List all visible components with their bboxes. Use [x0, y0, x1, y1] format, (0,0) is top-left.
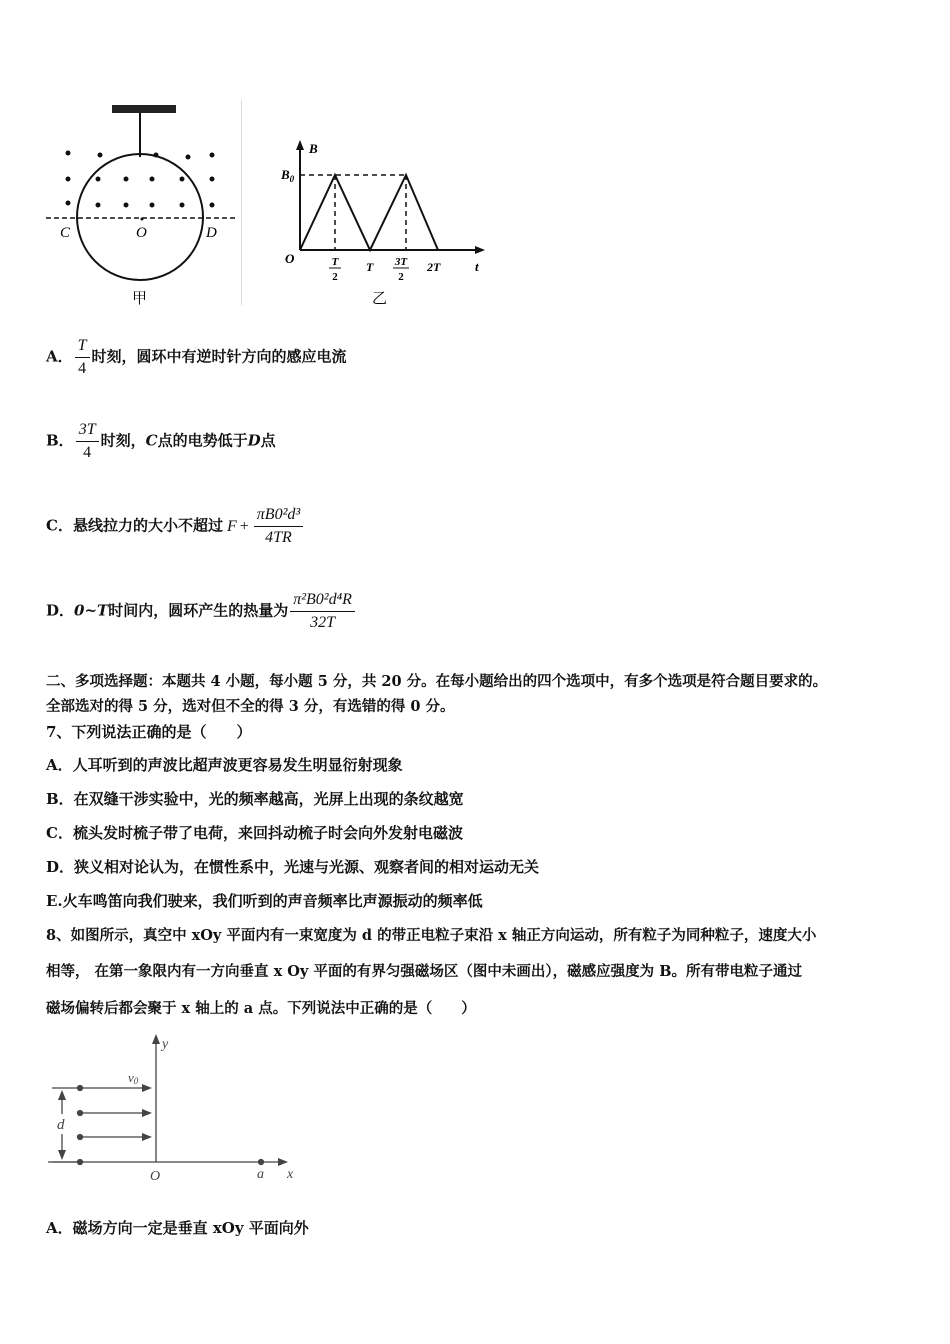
q6-option-d: D．0~T时间内，圆环产生的热量为 $\frac{\text{π²B0²d⁴R}}{32T}$	[46, 590, 357, 633]
q7-stem: 7、下列说法正确的是（ ）	[46, 723, 252, 741]
q6-option-a: A． $\frac{T}{4}$ 时刻，圆环中有逆时针方向的感应电流	[46, 337, 347, 377]
tick-t: T	[366, 260, 374, 274]
figure-q8	[44, 1030, 314, 1190]
fraction-tension: $\frac{\text{πB0²d³}}{4TR}$	[254, 505, 303, 548]
b-waveform	[300, 175, 438, 250]
ceiling-mount	[112, 105, 176, 157]
q7-option-e: E.火车鸣笛向我们驶来，我们听到的声音频率比声源振动的频率低	[46, 892, 483, 910]
figure-divider	[241, 100, 242, 305]
fraction-3t-over-4: $\frac{3T}{4}$	[76, 420, 99, 463]
tick-half-t	[329, 256, 341, 283]
figure-jia	[40, 95, 250, 315]
axis-label-b: B	[309, 141, 318, 156]
point-a	[259, 1160, 264, 1165]
section2-heading-line1: 二、多项选择题：本题共 4 小题，每小题 5 分，共 20 分。在每小题给出的四个选项中，有多个选项是符合题目要求的。	[46, 673, 828, 690]
q7-option-a: A．人耳听到的声波比超声波更容易发生明显衍射现象	[46, 756, 403, 774]
q6-option-c: C．悬线拉力的大小不超过 F + $\frac{\text{πB0²d³}}{4TR}$	[46, 505, 305, 548]
label-d: D	[206, 225, 217, 241]
tick-3half-t	[393, 256, 409, 283]
fraction-t-over-4: $\frac{T}{4}$	[75, 336, 90, 379]
q8-stem-line1: 8、如图所示，真空中 xOy 平面内有一束宽度为 d 的带正电粒子束沿 x 轴正方向运动，所有粒子为同种粒子，速度大小	[46, 927, 817, 944]
label-a: a	[257, 1167, 264, 1182]
label-o: O	[136, 225, 147, 241]
magnetic-field-dots	[66, 151, 215, 208]
svg-text:2: 2	[398, 271, 404, 283]
q8-option-a: A．磁场方向一定是垂直 xOy 平面向外	[46, 1219, 309, 1237]
label-y: y	[162, 1037, 169, 1052]
fraction-heat: $\frac{\text{π²B0²d⁴R}}{32T}$	[290, 590, 355, 633]
svg-text:3T: 3T	[394, 256, 408, 268]
axis-label-t: t	[475, 259, 479, 274]
section2-heading-line2: 全部选对的得 5 分，选对但不全的得 3 分，有选错的得 0 分。	[46, 698, 455, 715]
metal-ring	[77, 154, 203, 280]
q7-option-c: C．梳头发时梳子带了电荷，来回抖动梳子时会向外发射电磁波	[46, 824, 463, 842]
tick-2t: 2T	[427, 260, 441, 274]
label-v0: v0	[128, 1070, 139, 1086]
q8-stem-line2: 相等， 在第一象限内有一方向垂直 x Oy 平面的有界匀强磁场区（图中未画出），磁感应强度为 B。所有带电粒子通过	[46, 963, 802, 980]
q7-option-d: D．狭义相对论认为，在惯性系中，光速与光源、观察者间的相对运动无关	[46, 858, 540, 876]
q8-stem-line3: 磁场偏转后都会聚于 x 轴上的 a 点。下列说法中正确的是（ ）	[46, 1000, 476, 1017]
label-o: O	[150, 1169, 161, 1184]
label-c: C	[60, 225, 71, 241]
label-d: d	[57, 1117, 65, 1133]
b0-label: $B_0$	[281, 167, 295, 184]
q7-option-b: B．在双缝干涉实验中，光的频率越高，光屏上出现的条纹越宽	[46, 790, 464, 808]
svg-text:T: T	[331, 256, 339, 268]
caption-jia: 甲	[132, 291, 148, 307]
origin-label: O	[285, 251, 295, 266]
caption-yi: 乙	[372, 291, 388, 307]
label-x: x	[287, 1167, 294, 1182]
particle-beam	[78, 1084, 153, 1165]
svg-text:2: 2	[332, 271, 338, 283]
figure-yi	[275, 135, 495, 310]
q6-option-b: B． $\frac{3T}{4}$ 时刻，C点的电势低于D点	[46, 421, 276, 461]
